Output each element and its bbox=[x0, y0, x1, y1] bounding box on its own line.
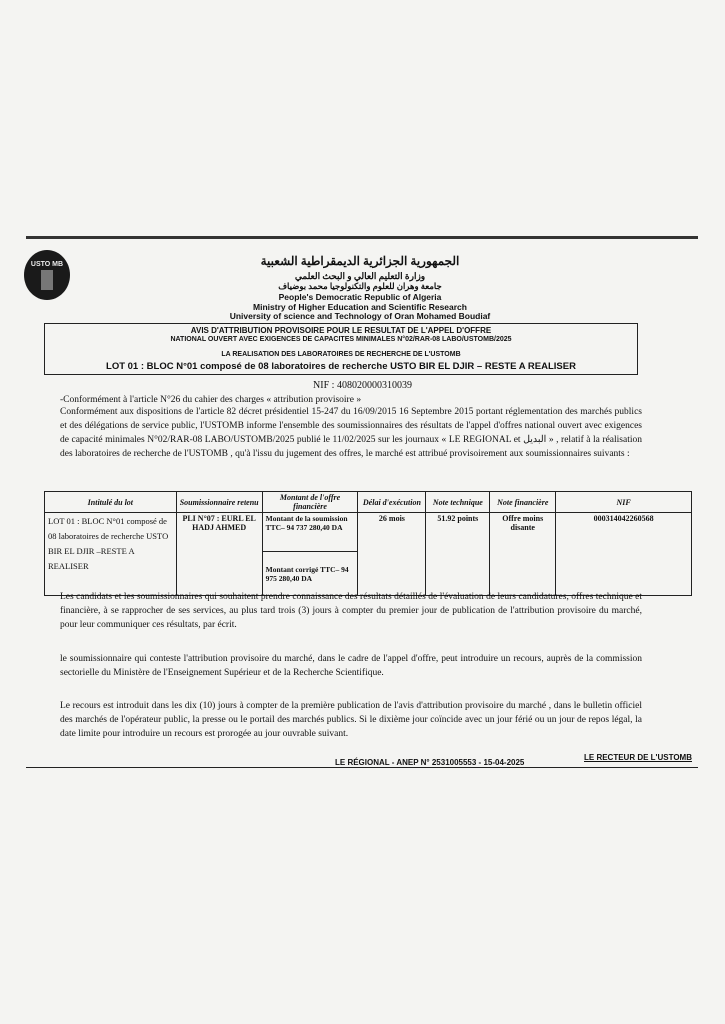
appeal-paragraph: Le recours est introduit dans les dix (10) jours à compter de la première publication de l'avis d'attribution provisoire du marché , dans le bulletin officiel des marchés de l'opérateur public, la presse ou le portail des marchés publics. Si le dixième jour coïncide avec un jour férié ou un jour de repos légal, la date limite pour introduire un recours est prorogée au jour ouvrable suivant. bbox=[60, 701, 642, 739]
table-header-row bbox=[45, 492, 692, 513]
university-name: University of science and Technology of Oran Mohamed Boudiaf bbox=[229, 311, 491, 321]
ministry-name: Ministry of Higher Education and Scientific Research bbox=[253, 302, 467, 312]
cell-amount-submitted: Montant de la soumission TTC– 94 737 280,40 DA bbox=[262, 513, 358, 552]
cell-bidder: PLI N°07 : EURL EL HADJ AHMED bbox=[176, 513, 262, 596]
lot-title: LOT 01 : BLOC N°01 composé de 08 laboratoires de recherche USTO BIR EL DJIR – RESTE A REALISER bbox=[106, 361, 576, 372]
results-paragraph: Les candidats et les soumissionnaires qui souhaitent prendre connaissance des résultats détaillés de l'évaluation de leurs candidatures, offres technique et financière, à se rapprocher de ses services, au plus tard trois (3) jours à compter du premier jour de publication de l'attribution provisoire du marché, pour leur communiquer ces résultats, par écrit. bbox=[60, 592, 642, 630]
col-header-tech-score: Note technique bbox=[426, 492, 490, 513]
col-header-bidder: Soumissionnaire retenu bbox=[176, 492, 262, 513]
cell-amount-corrected: Montant corrigé TTC– 94 975 280,40 DA bbox=[262, 552, 358, 596]
arabic-ministry: وزارة التعليم العالي و البحث العلمي bbox=[294, 271, 426, 281]
publication-footer: LE RÉGIONAL - ANEP N° 2531005553 - 15-04-2025 bbox=[335, 758, 525, 767]
arabic-university: جامعة وهران للعلوم والتكنولوجيا محمد بوضياف bbox=[278, 281, 442, 291]
signature-line: LE RECTEUR DE L'USTOMB bbox=[584, 753, 692, 762]
table-row bbox=[45, 513, 692, 552]
nif-line: NIF : 408020000310039 bbox=[313, 380, 412, 391]
col-header-nif: NIF bbox=[556, 492, 692, 513]
notice-title-box bbox=[44, 323, 638, 375]
col-header-lot: Intitulé du lot bbox=[45, 492, 177, 513]
col-header-amount: Montant de l'offre financière bbox=[262, 492, 358, 513]
project-title: LA REALISATION DES LABORATOIRES DE RECHERCHE DE L'USTOMB bbox=[221, 351, 461, 358]
cell-tech-score: 51.92 points bbox=[426, 513, 490, 596]
cell-fin-score: Offre moins disante bbox=[490, 513, 556, 596]
intro-paragraph: Conformément aux dispositions de l'article 82 décret présidentiel 15-247 du 16/09/2015 16 Septembre 2015 portant réglementation des marchés publics et des délégations de service public, l'USTOMB informe l'ensemble des soumissionnaires des résultats de l'appel d'offres national ouvert avec exigences de capacité minimales N°02/RAR-08 LABO/USTOMB/2025 publié le 11/02/2025 sur les journaux « LE REGIONAL et البديل » , relatif à la réalisation des laboratoires de recherche de l'USTOMB , qu'à l'issu du jugement des offres, le marché est attribué provisoirement aux soumissionnaires suivants : bbox=[60, 407, 642, 459]
university-logo bbox=[24, 250, 70, 300]
footer-rule bbox=[26, 767, 698, 768]
award-table bbox=[44, 491, 692, 596]
notice-title: AVIS D'ATTRIBUTION PROVISOIRE POUR LE RESULTAT DE L'APPEL D'OFFRE bbox=[190, 326, 492, 335]
cell-lot: LOT 01 : BLOC N°01 composé de 08 laboratoires de recherche USTO BIR EL DJIR –RESTE A REALISER bbox=[45, 513, 177, 596]
arabic-republic: الجمهورية الجزائرية الديمقراطية الشعبية bbox=[260, 254, 460, 268]
logo-text: USTO MB bbox=[30, 260, 64, 268]
contest-paragraph: le soumissionnaire qui conteste l'attribution provisoire du marché, dans le cadre de l'appel d'offre, peut introduire un recours, auprès de la commission sectorielle du Ministère de l'Enseignement Supérieur et de la Recherche Scientifique. bbox=[60, 654, 642, 678]
notice-subtitle: NATIONAL OUVERT AVEC EXIGENCES DE CAPACITES MINIMALES N°02/RAR-08 LABO/USTOMB/2025 bbox=[170, 336, 512, 343]
cell-delay: 26 mois bbox=[358, 513, 426, 596]
col-header-fin-score: Note financière bbox=[490, 492, 556, 513]
col-header-delay: Délai d'exécution bbox=[358, 492, 426, 513]
header-rule bbox=[26, 236, 698, 239]
cell-nif: 000314042260568 bbox=[556, 513, 692, 596]
tower-icon bbox=[41, 270, 53, 290]
republic-name: People's Democratic Republic of Algeria bbox=[278, 292, 442, 302]
article-reference: -Conformément à l'article N°26 du cahier des charges « attribution provisoire » bbox=[60, 395, 362, 405]
